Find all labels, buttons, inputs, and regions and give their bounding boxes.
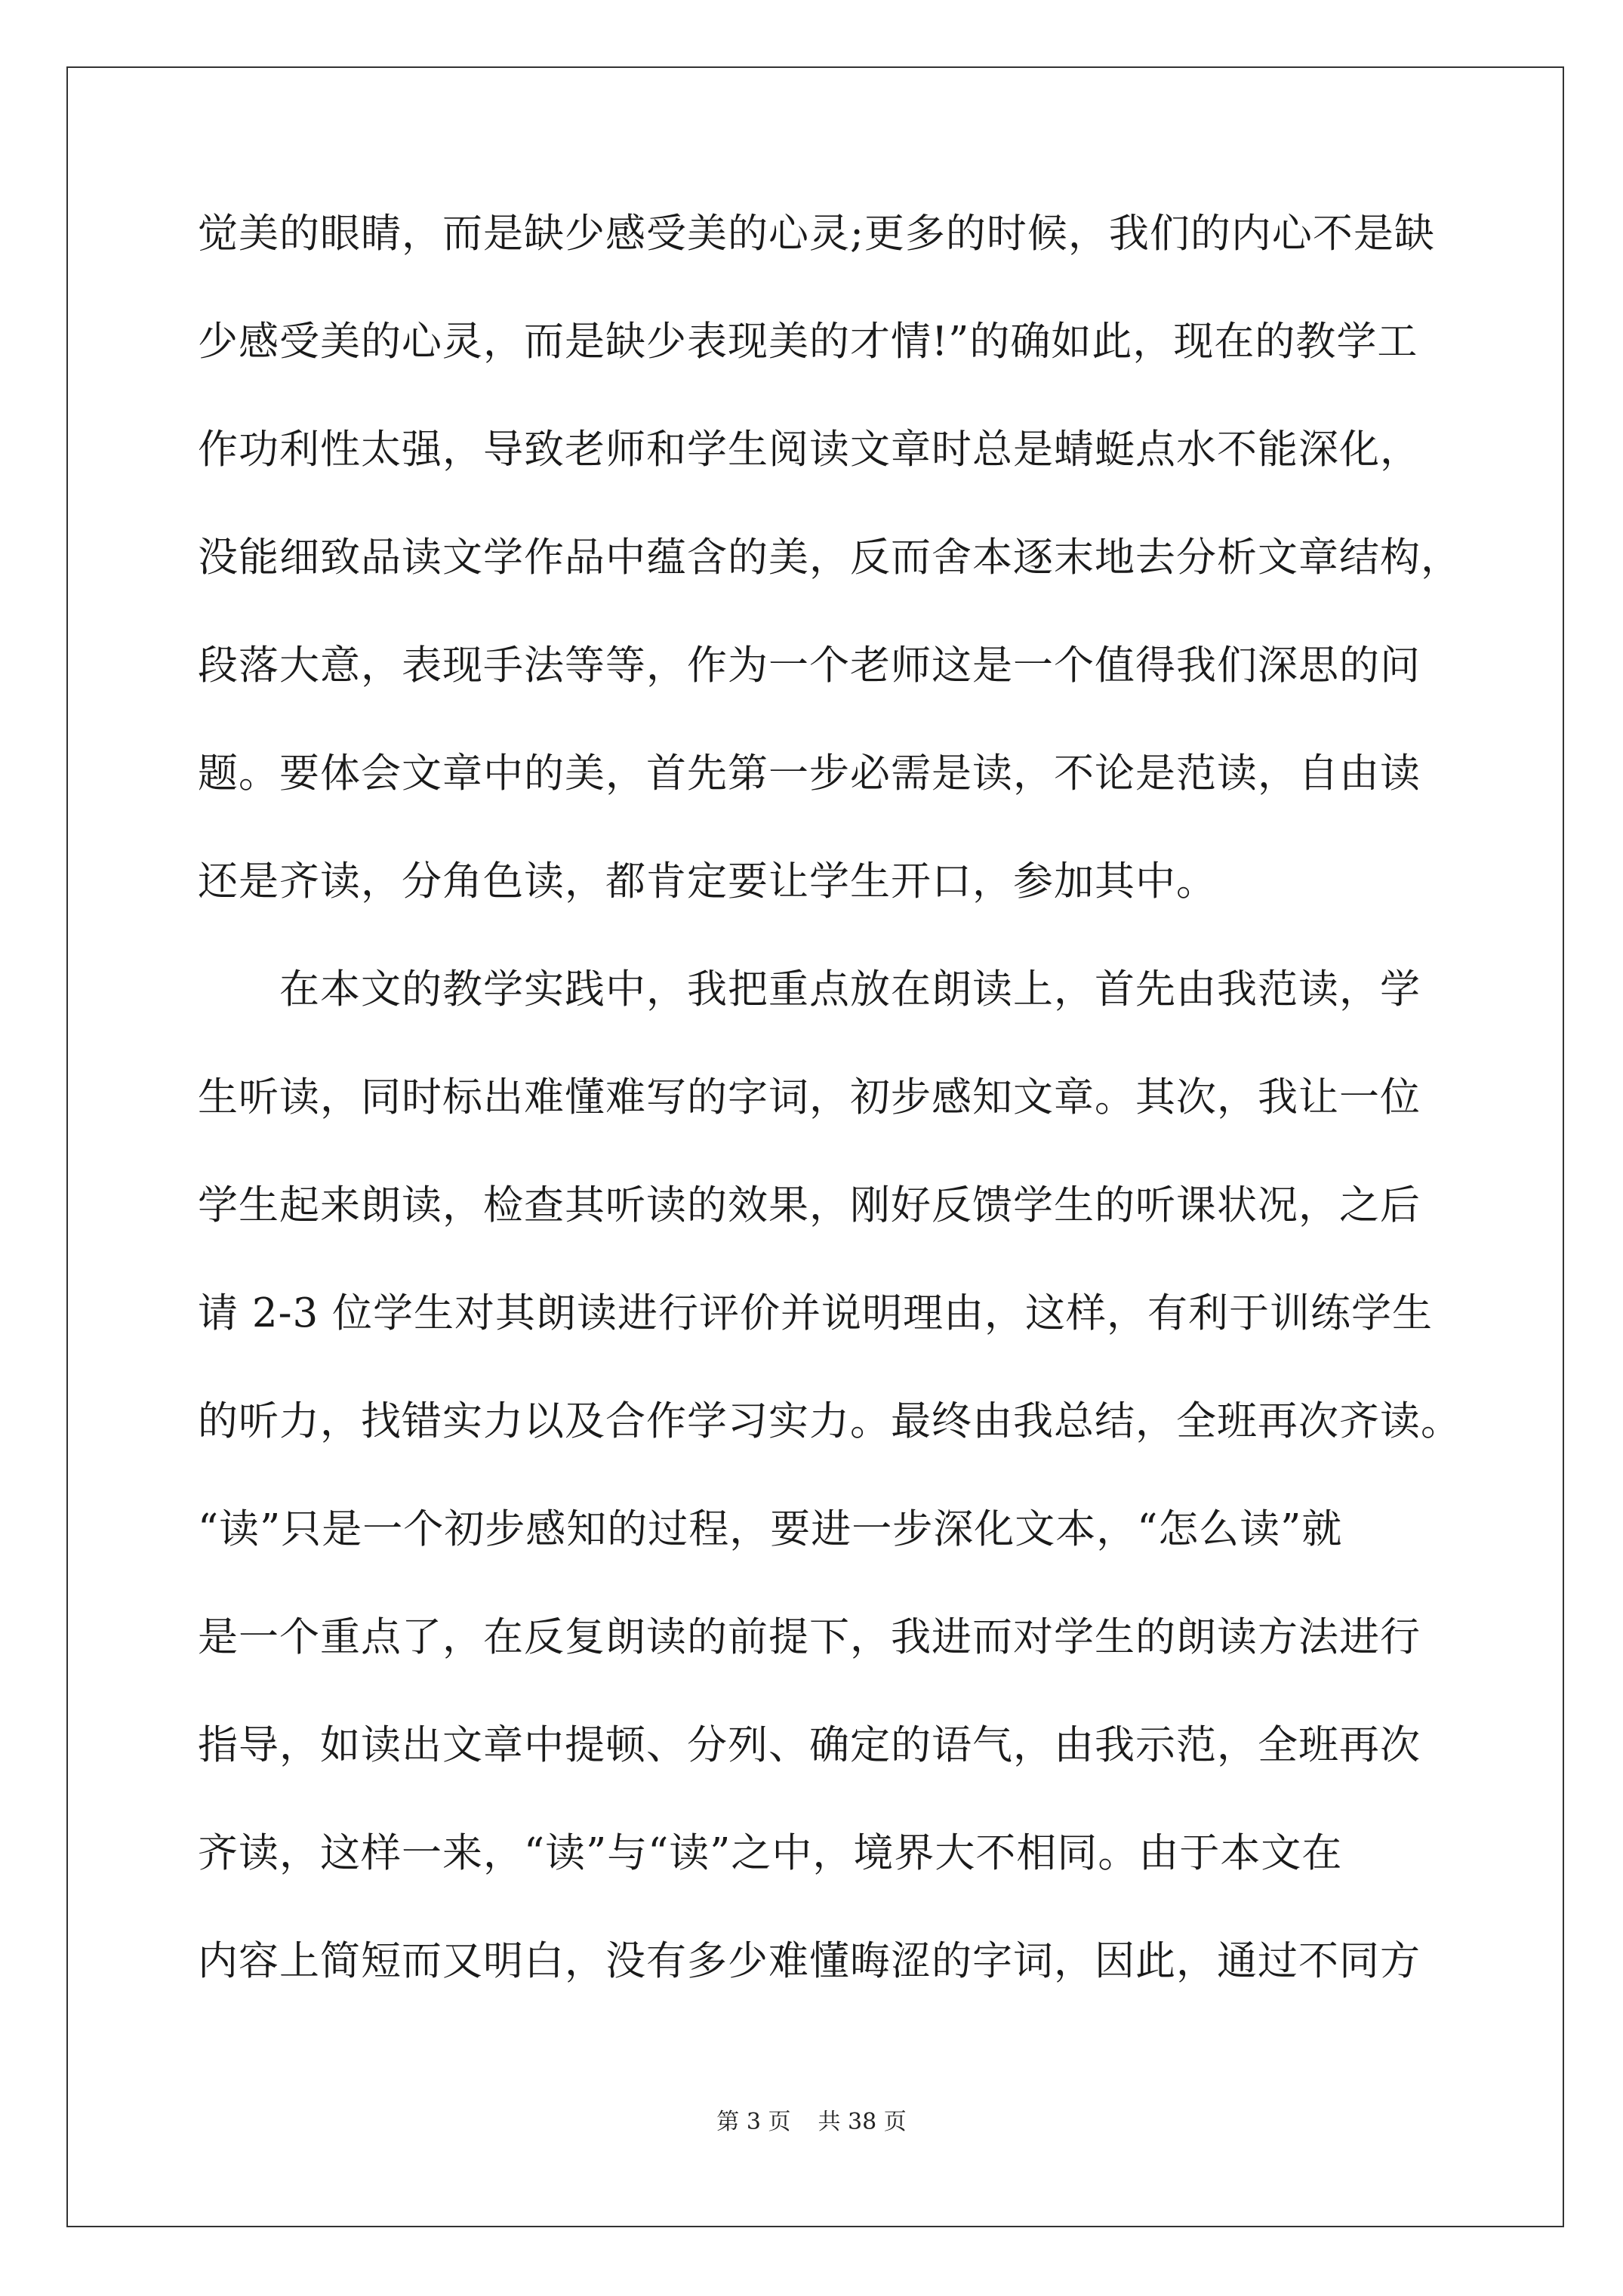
text-line: 内容上简短而又明白，没有多少难懂晦涩的字词，因此，通过不同方 (198, 1938, 1421, 1984)
text-line: 觉美的眼睛，而是缺少感受美的心灵;更多的时候，我们的内心不是缺 (198, 211, 1435, 257)
text-line: 还是齐读，分角色读，都肯定要让学生开口，参加其中。 (198, 858, 1217, 905)
text-line: 齐读，这样一来，“读”与“读”之中，境界大不相同。由于本文在 (198, 1830, 1343, 1876)
text-line: 没能细致品读文学作品中蕴含的美，反而舍本逐末地去分析文章结构， (198, 535, 1461, 581)
paragraph-start-line: 在本文的教学实践中，我把重点放在朗读上，首先由我范读，学 (198, 966, 1421, 1012)
text-line: 作功利性太强，导致老师和学生阅读文章时总是蜻蜓点水不能深化， (198, 427, 1421, 473)
text-line: 请 2-3 位学生对其朗读进行评价并说明理由，这样，有利于训练学生 (198, 1290, 1434, 1336)
page-total: 共 38 页 (818, 2109, 907, 2135)
text-line: 的听力，找错实力以及合作学习实力。最终由我总结，全班再次齐读。 (198, 1398, 1461, 1444)
text-line: 是一个重点了，在反复朗读的前提下，我进而对学生的朗读方法进行 (198, 1614, 1421, 1660)
text-line: 生听读，同时标出难懂难写的字词，初步感知文章。其次，我让一位 (198, 1074, 1421, 1120)
text-line: 指导，如读出文章中提顿、分列、确定的语气，由我示范，全班再次 (198, 1722, 1421, 1768)
text-line: 学生起来朗读，检查其听读的效果，刚好反馈学生的听课状况，之后 (198, 1182, 1421, 1228)
page-footer (0, 2103, 1623, 2136)
text-line: 少感受美的心灵，而是缺少表现美的才情!”的确如此，现在的教学工 (198, 319, 1418, 365)
text-line: “读”只是一个初步感知的过程，要进一步深化文本，“怎么读”就 (198, 1506, 1343, 1552)
page-border (66, 66, 1564, 2227)
page-number: 第 3 页 (716, 2109, 791, 2135)
text-line: 段落大意，表现手法等等，作为一个老师这是一个值得我们深思的问 (198, 643, 1421, 689)
text-line: 题。要体会文章中的美，首先第一步必需是读，不论是范读，自由读 (198, 750, 1421, 797)
